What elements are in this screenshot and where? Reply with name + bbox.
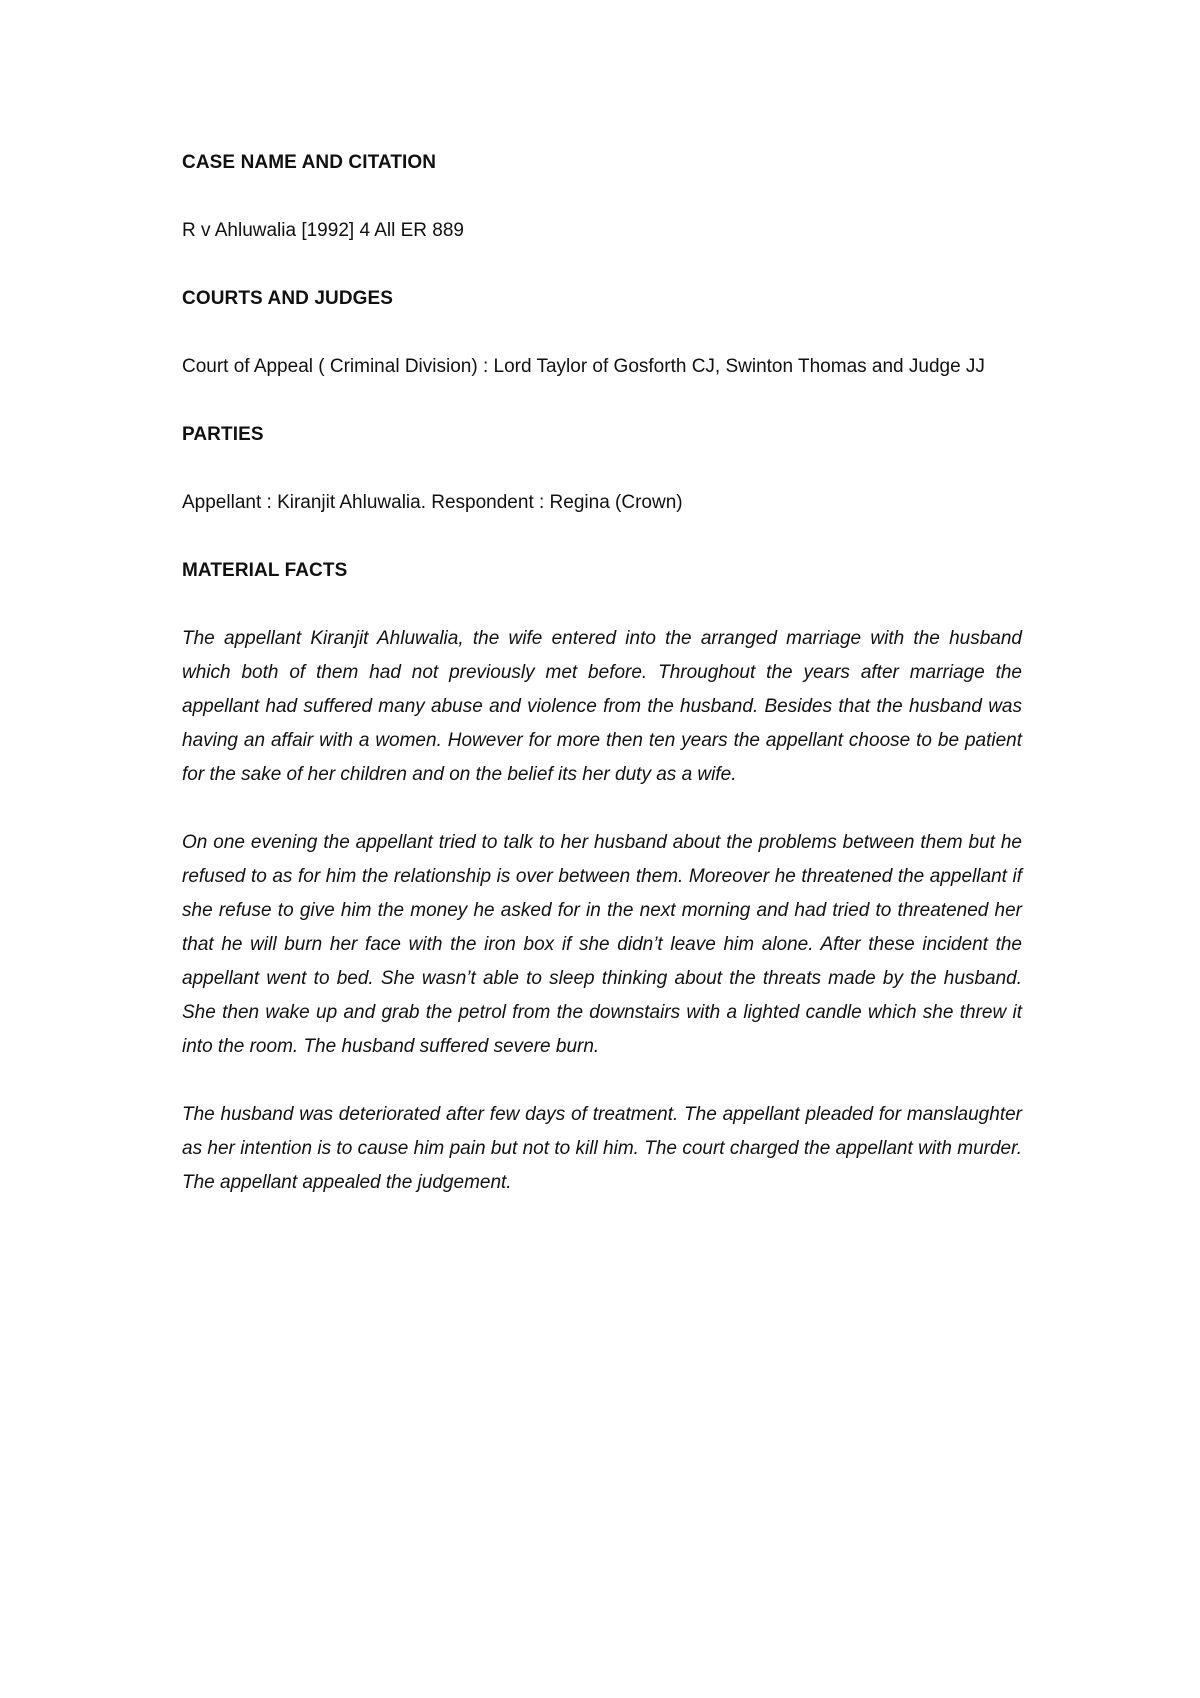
courts-judges-text: Court of Appeal ( Criminal Division) : Lord Taylor of Gosforth CJ, Swinton Thomas and Judge JJ (182, 356, 985, 377)
parties-heading: PARTIES (182, 424, 264, 445)
parties-text: Appellant : Kiranjit Ahluwalia. Respondent : Regina (Crown) (182, 492, 683, 513)
facts-paragraph-1: The appellant Kiranjit Ahluwalia, the wife entered into the arranged marriage with the husband which both of them had not previously met before. Throughout the years after marriage the appellant had suffered many abuse and violence from the husband. Besides that the husband was having an affair with a women. However for more then ten years the appellant choose to be patient for the sake of her children and on the belief its her duty as a wife. (182, 628, 1022, 785)
facts-paragraph-3: The husband was deteriorated after few days of treatment. The appellant pleaded for manslaughter as her intention is to cause him pain but not to kill him. The court charged the appellant with murder. The appellant appealed the judgement. (182, 1104, 1022, 1193)
case-name-heading: CASE NAME AND CITATION (182, 152, 437, 173)
material-facts-heading: MATERIAL FACTS (182, 560, 348, 581)
case-citation: R v Ahluwalia [1992] 4 All ER 889 (182, 220, 465, 241)
facts-paragraph-2: On one evening the appellant tried to talk to her husband about the problems between them but he refused to as for him the relationship is over between them. Moreover he threatened the appellant if she refuse to give him the money he asked for in the next morning and had tried to threatened her that he will burn her face with the iron box if she didn’t leave him alone. After these incident the appellant went to bed. She wasn’t able to sleep thinking about the threats made by the husband. She then wake up and grab the petrol from the downstairs with a lighted candle which she threw it into the room. The husband suffered severe burn. (182, 832, 1022, 1057)
document-content (182, 146, 1022, 1234)
courts-judges-heading: COURTS AND JUDGES (182, 288, 394, 309)
